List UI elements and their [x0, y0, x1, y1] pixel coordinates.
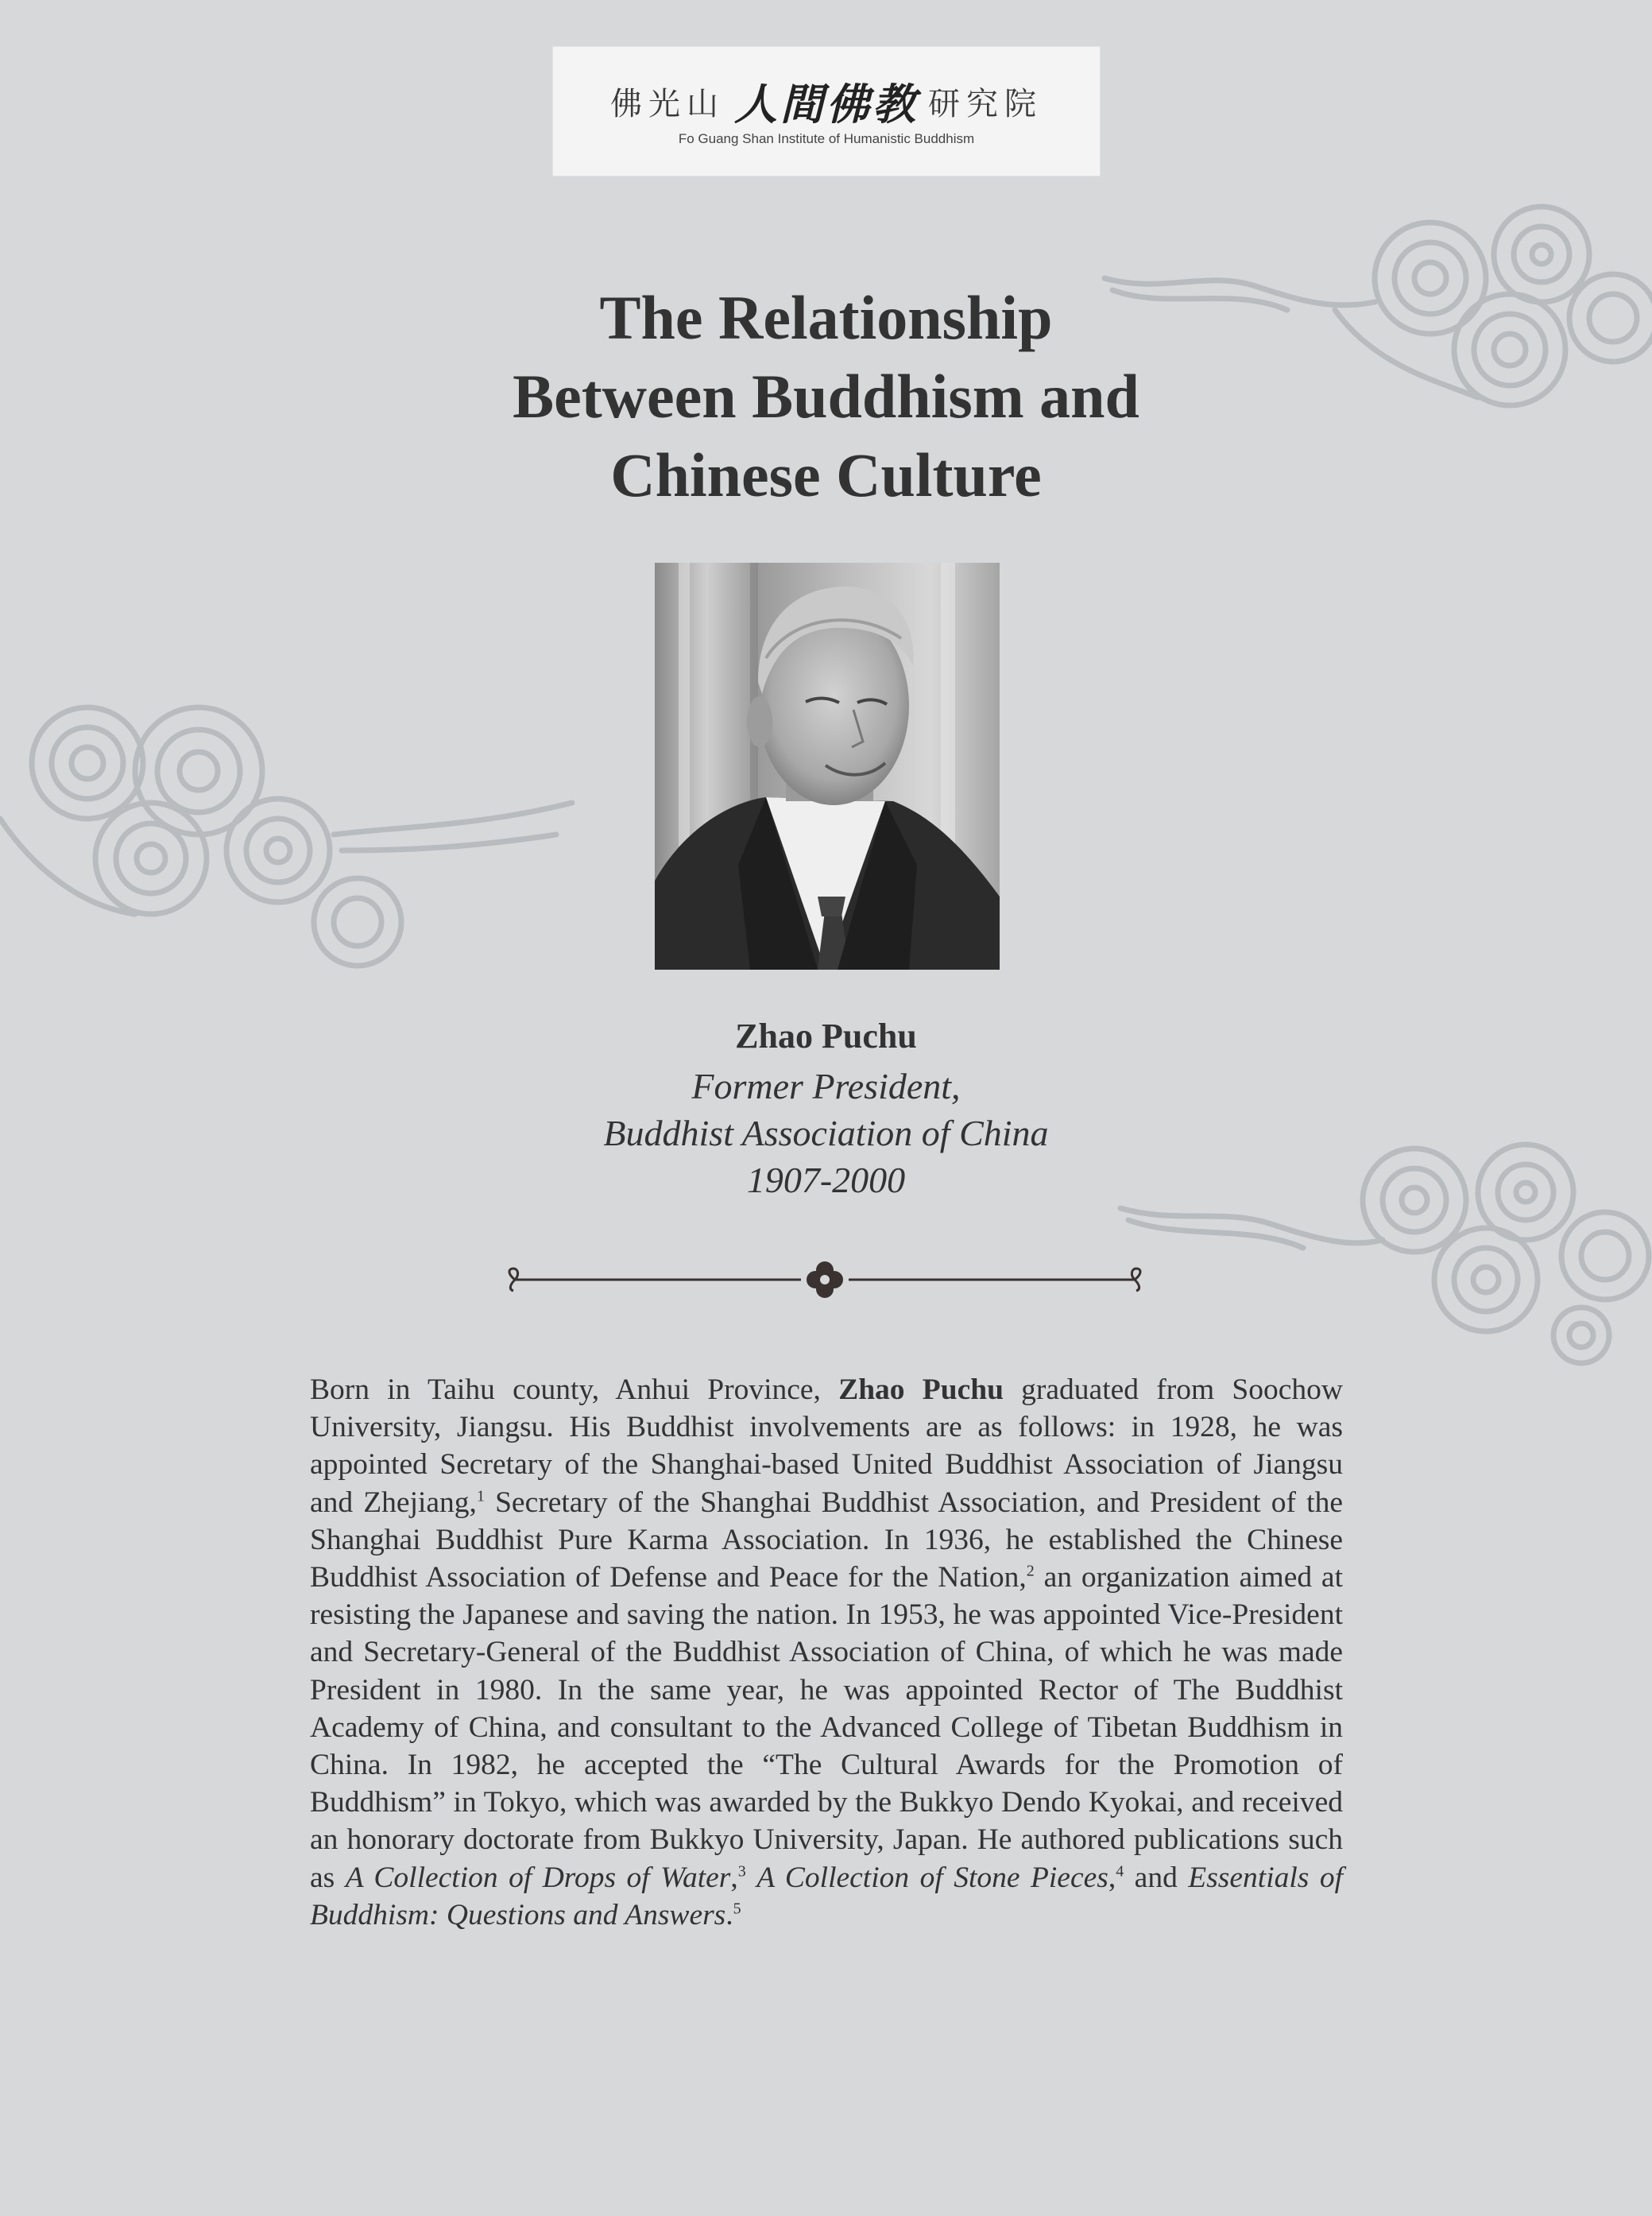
footnote-ref: 2	[1026, 1562, 1035, 1580]
bio-text: .	[725, 1898, 733, 1931]
bio-text: an organization aimed at resisting the Japanese and saving the nation. In 1953, he was appointed Vice-President and Secretary-General of the Buddhist Association of China, of which he was made President in 1980. In the same year, he was appointed Rector of The Buddhist Academy of China, and consultant to the Advanced College of Tibetan Buddhism in China. In 1982, he accepted the “The Cultural Awards for the Promotion of Buddhism” in Tokyo, which was awarded by the Bukkyo Dendo Kyokai, and received an honorary doctorate from Bukkyo University, Japan. He authored publications such as	[310, 1561, 1343, 1894]
logo-institute: 研究院	[928, 86, 1043, 122]
author-role: Former President,	[691, 1066, 961, 1106]
title-line: Between Buddhism and	[513, 362, 1139, 431]
article-title	[0, 278, 1652, 514]
footnote-ref: 5	[733, 1900, 741, 1918]
logo-humanistic-buddhism-calligraphy: 人間佛教	[734, 79, 919, 130]
bio-name-bold: Zhao Puchu	[838, 1373, 1004, 1406]
book-title: A Collection of Stone Pieces	[756, 1861, 1108, 1894]
bio-text: and	[1124, 1861, 1189, 1894]
ornamental-divider	[501, 1257, 1149, 1302]
footnote-ref: 3	[737, 1862, 746, 1881]
logo-chinese-text	[553, 71, 1100, 132]
author-years: 1907-2000	[746, 1160, 906, 1200]
bio-text: Secretary of the Shanghai Buddhist Association, and President of the Shanghai Buddhist Pure Karma Association. In 1936, he established the Chinese Buddhist Association of Defense and Peace for the Nation,	[310, 1486, 1343, 1594]
footnote-ref: 1	[476, 1487, 485, 1505]
cloud-ornament-left	[0, 692, 580, 986]
logo-fo-guang-shan: 佛光山	[610, 86, 725, 122]
logo-english-text: Fo Guang Shan Institute of Humanistic Buddhism	[678, 131, 975, 146]
bio-text: Born in Taihu county, Anhui Province,	[310, 1373, 839, 1406]
author-caption	[0, 1063, 1652, 1203]
author-portrait-photo	[655, 563, 1000, 970]
footnote-ref: 4	[1116, 1862, 1124, 1881]
book-title: A Collection of Drops of Water	[345, 1861, 731, 1894]
title-line: Chinese Culture	[610, 440, 1042, 509]
author-biography	[310, 1371, 1343, 1934]
institute-logo	[552, 46, 1101, 176]
author-organization: Buddhist Association of China	[603, 1113, 1049, 1153]
book-title: Essentials of Buddhism: Questions and Answers	[310, 1861, 1343, 1931]
bio-text: ,	[730, 1861, 738, 1894]
title-line: The Relationship	[599, 283, 1053, 352]
author-name: Zhao Puchu	[735, 1017, 917, 1056]
bio-text: ,	[1108, 1861, 1116, 1894]
bio-text: graduated from Soochow University, Jiangsu. His Buddhist involvements are as follows: in 1928, he was appointed Secretary of the Shanghai-based United Buddhist Association of Jiangsu and Zhejiang,	[310, 1373, 1343, 1519]
bio-text	[746, 1862, 756, 1894]
